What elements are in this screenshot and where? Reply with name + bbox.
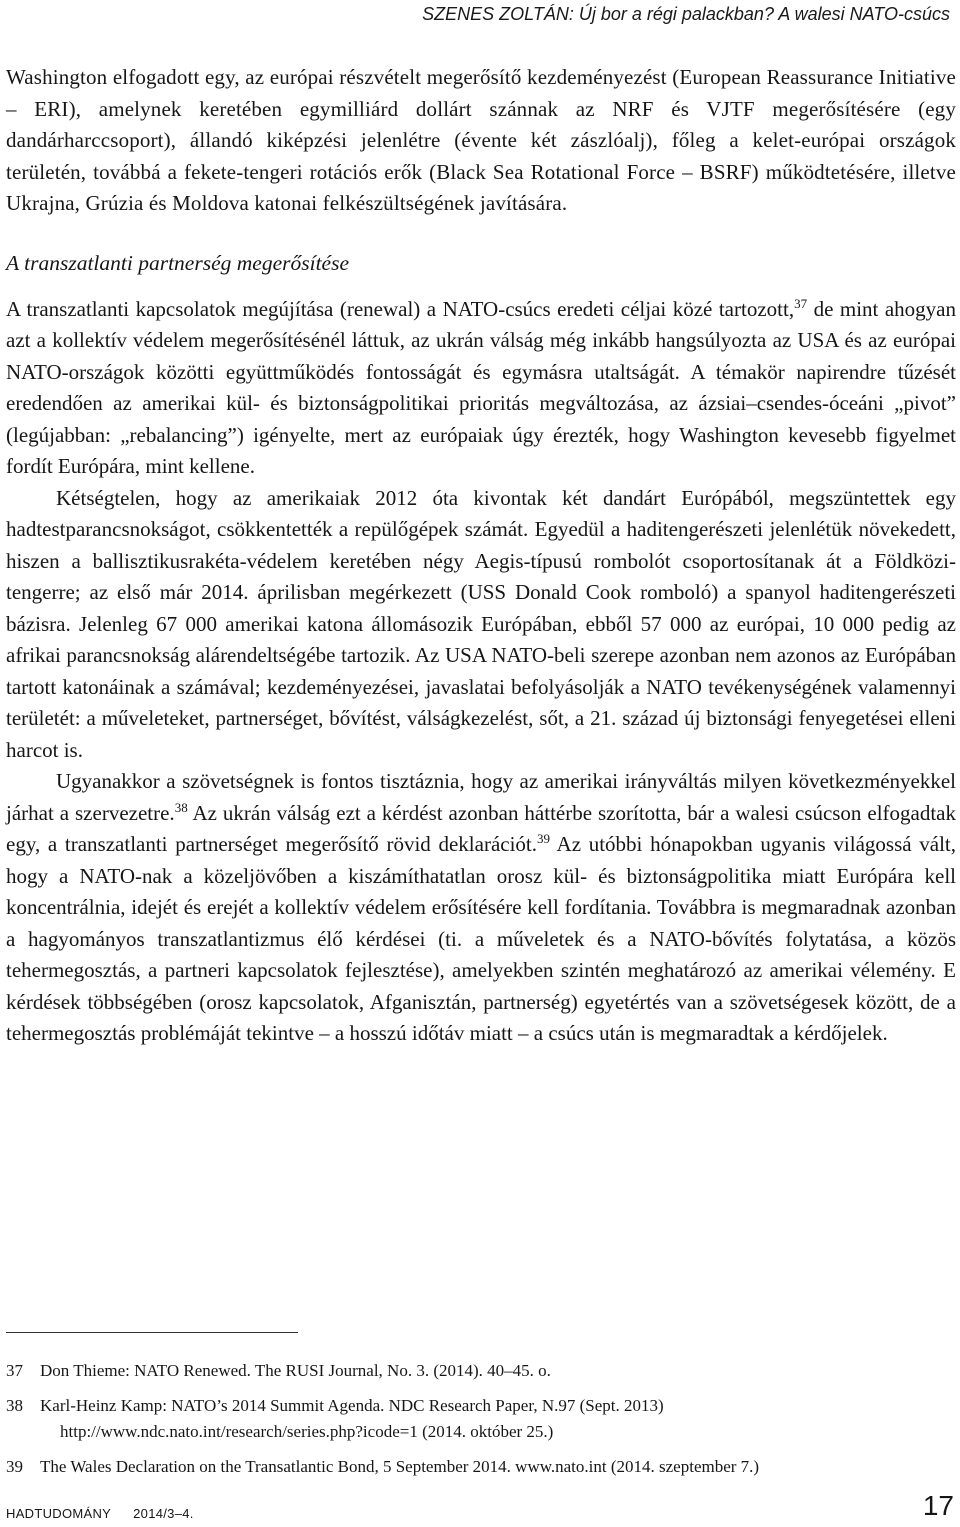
- page-number: 17: [922, 1490, 954, 1521]
- footnote-line: Don Thieme: NATO Renewed. The RUSI Journal, No. 3. (2014). 40–45. o.: [40, 1361, 551, 1380]
- main-column: [6, 62, 956, 1050]
- footnote-number: 39: [6, 1457, 23, 1476]
- intro-paragraph: Washington elfogadott egy, az európai részvételt megerősítő kezdeményezést (European Reassurance Initiative – ERI), amelynek keretében egymilliárd dollárt szánnak az NRF és VJTF megerősítésére (egy dandárharccsoport), állandó kiképzési jelenlétre (évente két zászlóalj), főleg a kelet-európai országok területén, továbbá a fekete-tengeri rotációs erők (Black Sea Rotational Force – BSRF) működtetésére, illetve Ukrajna, Grúzia és Moldova katonai felkészültségének javítására.: [6, 65, 956, 215]
- journal-name: HADTUDOMÁNY: [6, 1506, 112, 1521]
- body-paragraph-2: Kétségtelen, hogy az amerikaiak 2012 óta kivontak két dandárt Európából, megszüntettek egy hadtestparancsnokságot, csökkentették a repülőgépek számát. Egyedül a haditengerészeti jelenlétük növekedett, hiszen a ballisztikusrakéta-védelem keretében négy Aegis-típusú rombolót csoportosítanak át a Földközi-tengerre; az első már 2014. áprilisban megérkezett (USS Donald Cook romboló) a spanyol haditengerészeti bázisra. Jelenleg 67 000 amerikai katona állomásozik Európában, ebből 57 000 az európai, 10 000 pedig az afrikai parancsnokság alárendeltségébe tartozik. Az USA NATO-beli szerepe azonban nem azonos az Európában tartott katonáinak a számával; kezdeményezései, javaslatai befolyásolják a NATO tevékenységének valamennyi területét: a műveleteket, partnerséget, bővítést, válságkezelést, sőt, a 21. század új biztonsági fenyegetései elleni harcot is.: [6, 485, 956, 762]
- footnote-line: The Wales Declaration on the Transatlantic Bond, 5 September 2014. www.nato.int (2014. szeptember 7.): [40, 1457, 760, 1476]
- footnote-divider: [6, 1332, 298, 1333]
- footnote-link[interactable]: http://www.ndc.nato.int/research/series.php?icode=1 (2014. október 25.): [60, 1422, 554, 1441]
- paragraph-text: Az utóbbi hónapokban ugyanis világossá vált, hogy a NATO-nak a közeljövőben a kiszámíthatatlan orosz kül- és biztonságpolitika miatt Európára kell koncentrálnia, idejét és erejét a kollektív védelem erősítésére kell fordítania. Továbbra is megmaradnak azonban a hagyományos transzatlantizmus élő kérdései (ti. a műveletek és a NATO-bővítés folytatása, a közös tehermegosztás, a partneri kapcsolatok fejlesztése), amelyekben szintén meghatározó az amerikai vélemény. E kérdések többségében (orosz kapcsolatok, Afganisztán, partnerség) egyetértés van a szövetségesek között, de a tehermegosztás problémáját tekintve – a hosszú időtáv miatt – a csúcs után is megmaradtak a kérdőjelek.: [6, 832, 956, 1045]
- footnote-number: 37: [6, 1361, 23, 1380]
- body-paragraph-3: [6, 766, 956, 1050]
- footnote-39: [6, 1454, 956, 1480]
- footnotes: [6, 1358, 956, 1489]
- footnote-ref-38[interactable]: 38: [174, 799, 188, 815]
- body-paragraph-1: [6, 294, 956, 483]
- section-heading: A transzatlanti partnerség megerősítése: [6, 250, 349, 275]
- footnote-text: [40, 1393, 956, 1445]
- footnote-38: [6, 1393, 956, 1445]
- footnote-ref-39[interactable]: 39: [537, 831, 551, 846]
- paragraph-text: A transzatlanti kapcsolatok megújítása (renewal) a NATO-csúcs eredeti céljai közé tartozott,: [6, 296, 795, 321]
- footnote-text: [40, 1454, 956, 1480]
- paragraph-text: de mint ahogyan azt a kollektív védelem megerősítésénél láttuk, az ukrán válság még inkább hangsúlyozta az USA és az európai NATO-országok közötti együttműködés fontosságát és egymásra utaltságát. A témakör napirendre tűzését eredendően az amerikai kül- és biztonságpolitikai prioritás megváltozása, az ázsiai–csendes-óceáni „pivot” (legújabban: „rebalancing”) igényelte, mert az európaiak úgy érezték, hogy Washington kevesebb figyelmet fordít Európára, mint kellene.: [6, 296, 957, 478]
- paragraph-text: Az ukrán válság ezt a kérdést azonban háttérbe szorította, bár a walesi csúcson elfogadtak egy, a transzatlanti partnerséget megerősítő rövid deklarációt.: [6, 800, 956, 856]
- footnote-ref-37[interactable]: 37: [794, 295, 808, 311]
- issue-number: 2014/3–4.: [133, 1506, 194, 1521]
- footnote-number: 38: [6, 1396, 23, 1415]
- running-head: SZENES ZOLTÁN: Új bor a régi palackban? A walesi NATO-csúcs: [422, 4, 950, 24]
- footnote-text: [40, 1358, 956, 1384]
- page-footer: [6, 1506, 194, 1521]
- paragraph-text: Ugyanakkor a szövetségnek is fontos tisztáznia, hogy az amerikai irányváltás milyen következményekkel járhat a szervezetre.: [6, 769, 956, 825]
- footnote-line: Karl-Heinz Kamp: NATO’s 2014 Summit Agenda. NDC Research Paper, N.97 (Sept. 2013): [40, 1396, 664, 1415]
- footnote-37: [6, 1358, 956, 1384]
